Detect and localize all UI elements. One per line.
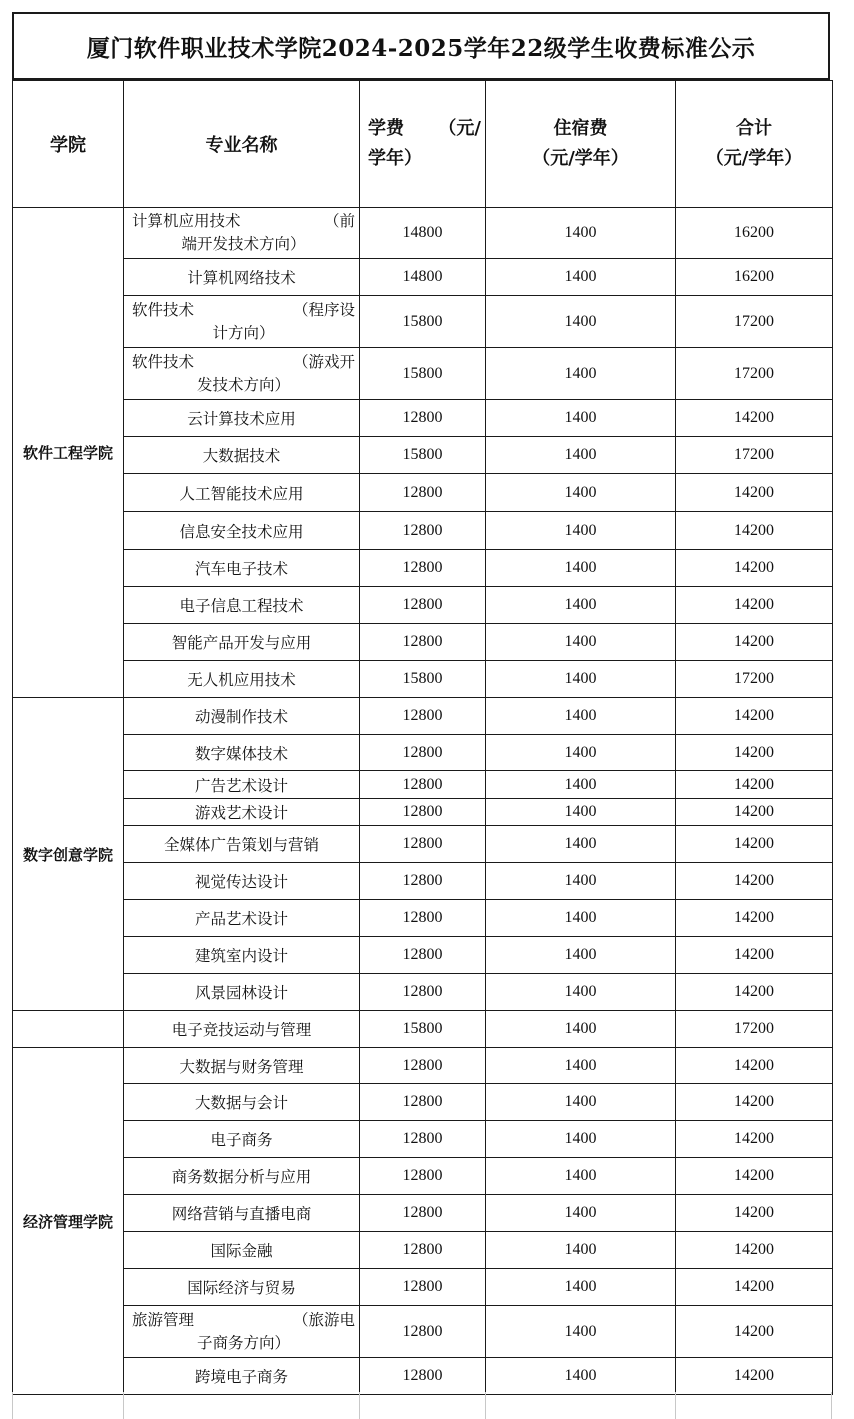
lodging-cell: 1400 [486,624,676,661]
lodging-cell: 1400 [486,348,676,400]
table-row [13,937,833,974]
lodging-cell: 1400 [486,296,676,348]
major-cell: 风景园林设计 [124,974,360,1011]
total-cell: 14200 [676,550,833,587]
major-direction-part: （游戏开 [292,352,355,371]
major-cell: 智能产品开发与应用 [124,624,360,661]
tuition-cell: 12800 [360,1158,486,1195]
tuition-cell: 12800 [360,771,486,799]
table-row [13,735,833,771]
major-cell: 跨境电子商务 [124,1358,360,1395]
major-cell: 信息安全技术应用 [124,512,360,550]
college-cell [13,1011,124,1048]
total-cell: 17200 [676,1011,833,1048]
major-cell: 电子竞技运动与管理 [124,1011,360,1048]
table-row [13,1306,833,1358]
total-cell: 16200 [676,208,833,259]
lodging-cell: 1400 [486,826,676,863]
table-row [13,474,833,512]
tuition-cell: 12800 [360,799,486,826]
total-cell: 14200 [676,974,833,1011]
header-row [13,81,833,208]
total-cell: 14200 [676,698,833,735]
major-cell: 国际金融 [124,1232,360,1269]
tuition-cell: 12800 [360,974,486,1011]
table-row [13,259,833,296]
total-cell: 17200 [676,296,833,348]
tuition-cell: 15800 [360,296,486,348]
table-row [13,1011,833,1048]
fee-table-body [13,208,833,1395]
lodging-cell: 1400 [486,259,676,296]
major-cell [124,208,360,259]
tuition-cell: 12800 [360,400,486,437]
major-cell: 建筑室内设计 [124,937,360,974]
table-row [13,1121,833,1158]
major-direction-part: 端开发技术方向） [181,235,306,253]
header-college: 学院 [13,81,124,208]
major-name-part: 软件技术 [132,352,195,371]
total-cell: 14200 [676,1358,833,1395]
total-cell: 14200 [676,512,833,550]
table-row [13,1269,833,1306]
lodging-cell: 1400 [486,474,676,512]
title-box [12,12,830,80]
tuition-cell: 12800 [360,550,486,587]
total-cell: 14200 [676,735,833,771]
major-cell: 大数据与会计 [124,1084,360,1121]
header-total: 合计 （元/学年） [676,81,833,208]
lodging-cell: 1400 [486,1011,676,1048]
document-title: 厦门软件职业技术学院2024-2025学年22级学生收费标准公示 [86,34,756,62]
tuition-cell: 12800 [360,826,486,863]
tuition-cell: 15800 [360,1011,486,1048]
major-direction-part: 子商务方向） [196,1333,290,1352]
major-cell: 游戏艺术设计 [124,799,360,826]
college-cell: 软件工程学院 [13,208,124,698]
total-cell: 14200 [676,1195,833,1232]
lodging-cell: 1400 [486,437,676,474]
total-cell: 14200 [676,1269,833,1306]
total-cell: 14200 [676,624,833,661]
header-tuition: 学费 （元/ 学年） [360,81,486,208]
lodging-cell: 1400 [486,550,676,587]
lodging-cell: 1400 [486,974,676,1011]
total-cell: 14200 [676,771,833,799]
lodging-cell: 1400 [486,771,676,799]
total-cell: 14200 [676,1232,833,1269]
college-cell: 经济管理学院 [13,1048,124,1395]
tuition-cell: 12800 [360,900,486,937]
total-cell: 14200 [676,863,833,900]
lodging-cell: 1400 [486,900,676,937]
lodging-cell: 1400 [486,1121,676,1158]
major-cell: 计算机网络技术 [124,259,360,296]
major-cell: 广告艺术设计 [124,771,360,799]
tuition-cell: 12800 [360,1121,486,1158]
total-cell: 14200 [676,400,833,437]
header-major: 专业名称 [124,81,360,208]
tuition-cell: 12800 [360,1232,486,1269]
table-row [13,1358,833,1395]
total-cell: 14200 [676,1084,833,1121]
table-row [13,1048,833,1084]
total-cell: 16200 [676,259,833,296]
lodging-cell: 1400 [486,208,676,259]
total-cell: 14200 [676,1121,833,1158]
tuition-cell: 14800 [360,259,486,296]
total-cell: 14200 [676,900,833,937]
major-cell: 无人机应用技术 [124,661,360,698]
major-cell: 国际经济与贸易 [124,1269,360,1306]
total-cell: 14200 [676,1306,833,1358]
lodging-cell: 1400 [486,512,676,550]
lodging-cell: 1400 [486,587,676,624]
table-row [13,512,833,550]
major-cell [124,1306,360,1358]
table-row [13,587,833,624]
major-direction-part: （旅游电 [292,1310,355,1329]
major-direction-part: （前 [323,212,355,230]
cropped-next-row [12,1392,832,1419]
major-cell: 数字媒体技术 [124,735,360,771]
table-row [13,208,833,259]
major-cell: 网络营销与直播电商 [124,1195,360,1232]
tuition-cell: 12800 [360,1084,486,1121]
total-cell: 14200 [676,799,833,826]
total-cell: 14200 [676,474,833,512]
lodging-cell: 1400 [486,937,676,974]
tuition-cell: 12800 [360,1269,486,1306]
major-name-part: 计算机应用技术 [132,212,241,230]
table-row [13,698,833,735]
lodging-cell: 1400 [486,863,676,900]
lodging-cell: 1400 [486,400,676,437]
major-cell [124,296,360,348]
major-cell [124,348,360,400]
table-row [13,771,833,799]
total-cell: 17200 [676,348,833,400]
major-cell: 动漫制作技术 [124,698,360,735]
major-cell: 产品艺术设计 [124,900,360,937]
lodging-cell: 1400 [486,1269,676,1306]
lodging-cell: 1400 [486,698,676,735]
total-cell: 17200 [676,437,833,474]
table-row [13,348,833,400]
table-row [13,1195,833,1232]
tuition-cell: 12800 [360,624,486,661]
tuition-cell: 12800 [360,937,486,974]
major-direction-part: （程序设 [292,300,355,319]
tuition-cell: 14800 [360,208,486,259]
tuition-cell: 12800 [360,1306,486,1358]
lodging-cell: 1400 [486,1306,676,1358]
table-row [13,437,833,474]
fee-table [12,80,833,1395]
major-cell: 汽车电子技术 [124,550,360,587]
tuition-cell: 12800 [360,1195,486,1232]
major-cell: 视觉传达设计 [124,863,360,900]
table-row [13,974,833,1011]
major-name-part: 旅游管理 [132,1310,195,1329]
lodging-cell: 1400 [486,735,676,771]
table-row [13,400,833,437]
major-cell: 电子商务 [124,1121,360,1158]
tuition-cell: 12800 [360,735,486,771]
table-row [13,624,833,661]
major-cell: 商务数据分析与应用 [124,1158,360,1195]
table-row [13,296,833,348]
major-cell: 大数据技术 [124,437,360,474]
header-lodging: 住宿费 （元/学年） [486,81,676,208]
table-row [13,826,833,863]
lodging-cell: 1400 [486,799,676,826]
major-direction-part: 发技术方向） [196,375,290,394]
tuition-cell: 15800 [360,437,486,474]
table-row [13,1084,833,1121]
tuition-cell: 12800 [360,587,486,624]
total-cell: 14200 [676,937,833,974]
major-cell: 全媒体广告策划与营销 [124,826,360,863]
tuition-cell: 12800 [360,474,486,512]
college-cell: 数字创意学院 [13,698,124,1011]
tuition-cell: 12800 [360,698,486,735]
tuition-cell: 15800 [360,348,486,400]
tuition-cell: 12800 [360,512,486,550]
major-name-part: 软件技术 [132,300,195,319]
major-cell: 人工智能技术应用 [124,474,360,512]
total-cell: 14200 [676,1158,833,1195]
total-cell: 17200 [676,661,833,698]
lodging-cell: 1400 [486,1195,676,1232]
tuition-cell: 15800 [360,661,486,698]
tuition-cell: 12800 [360,1358,486,1395]
lodging-cell: 1400 [486,1084,676,1121]
lodging-cell: 1400 [486,1048,676,1084]
table-row [13,550,833,587]
total-cell: 14200 [676,1048,833,1084]
table-row [13,900,833,937]
major-direction-part: 计方向） [212,323,275,342]
tuition-cell: 12800 [360,1048,486,1084]
tuition-cell: 12800 [360,863,486,900]
table-row [13,863,833,900]
table-row [13,1158,833,1195]
lodging-cell: 1400 [486,1158,676,1195]
lodging-cell: 1400 [486,1232,676,1269]
total-cell: 14200 [676,826,833,863]
total-cell: 14200 [676,587,833,624]
lodging-cell: 1400 [486,661,676,698]
table-row [13,799,833,826]
table-row [13,1232,833,1269]
major-cell: 云计算技术应用 [124,400,360,437]
major-cell: 电子信息工程技术 [124,587,360,624]
major-cell: 大数据与财务管理 [124,1048,360,1084]
lodging-cell: 1400 [486,1358,676,1395]
table-row [13,661,833,698]
